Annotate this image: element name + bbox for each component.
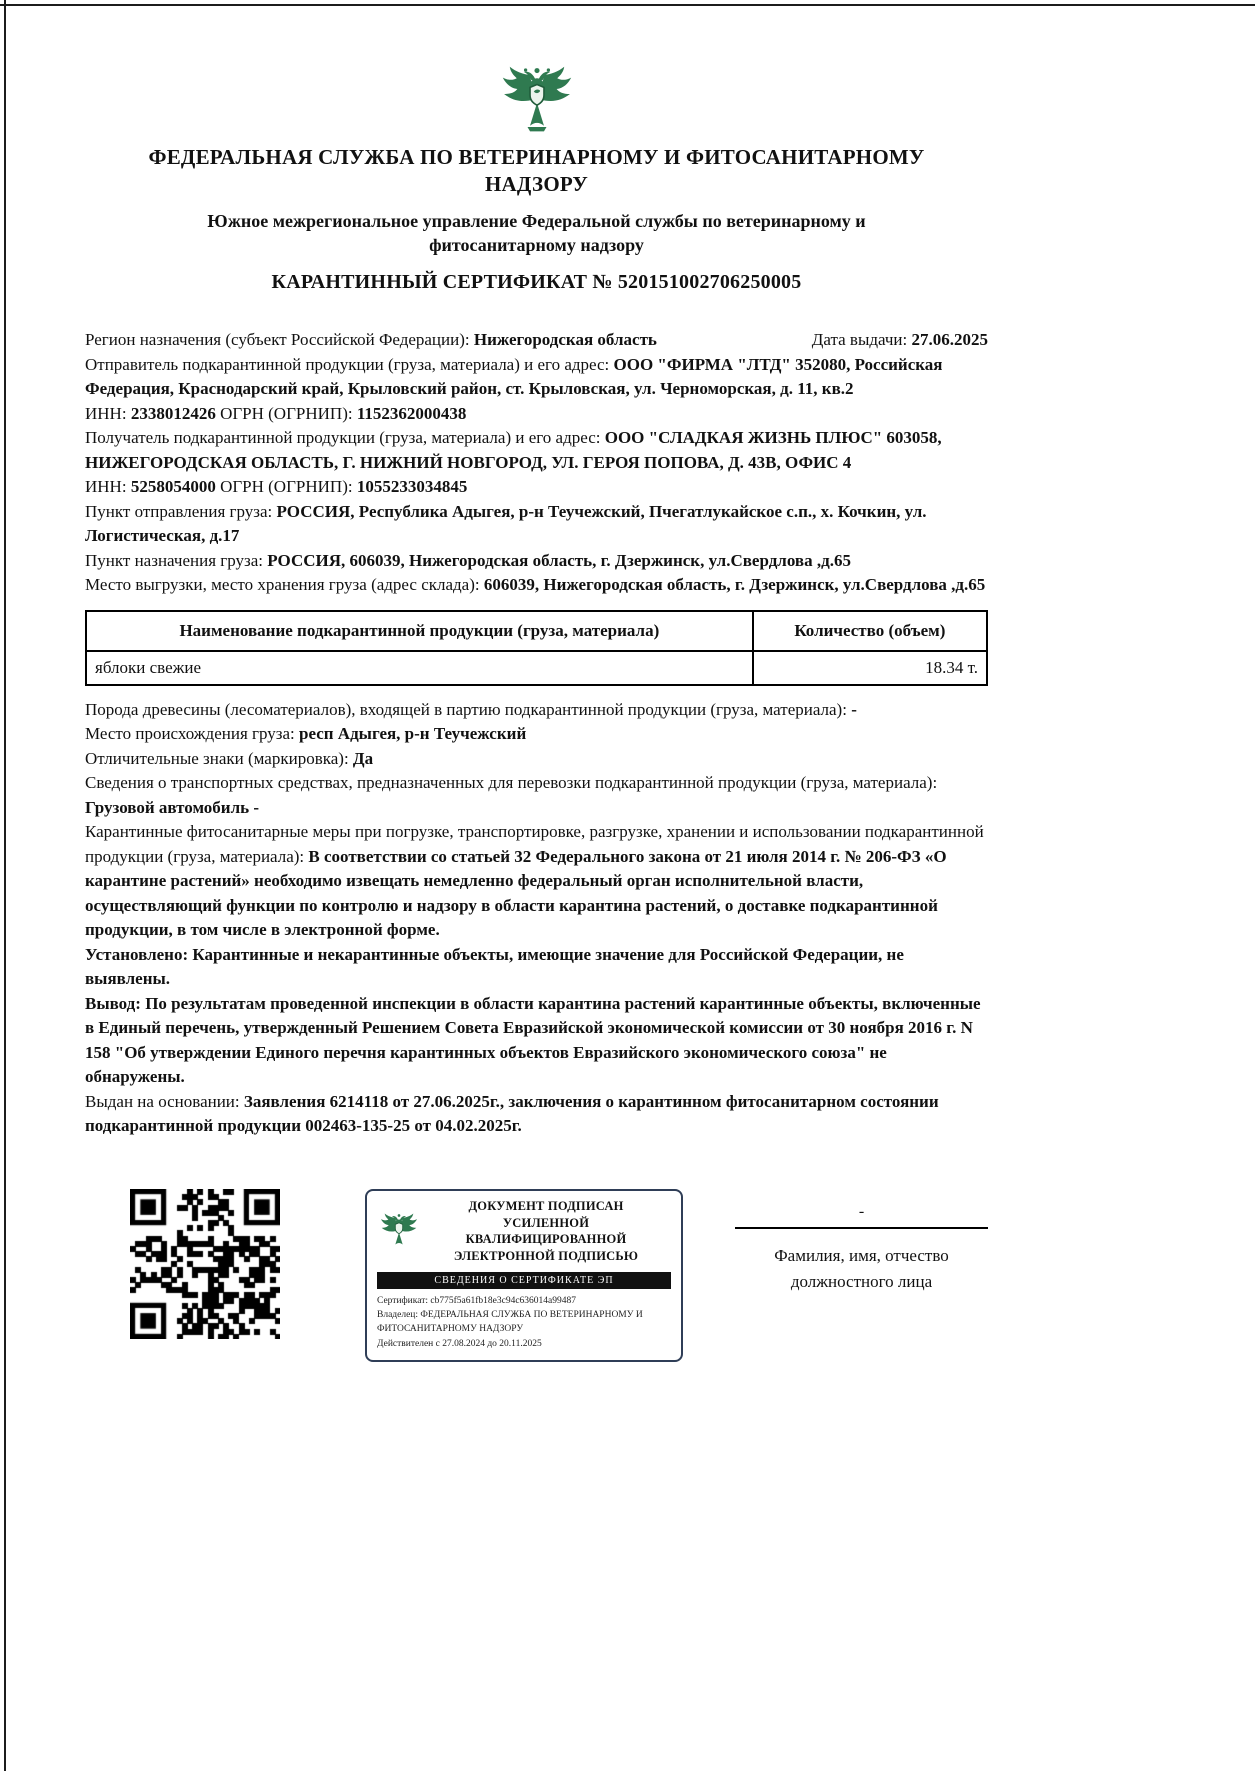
transport-field: Сведения о транспортных средствах, предназначенных для перевозки подкарантинной продукции (груза, материала): Грузовой автомобиль - <box>85 773 938 817</box>
conclusion-statement: Вывод: По результатам проведенной инспекции в области карантина растений карантинные объекты, включенные в Единый перечень, утвержденный Решением Совета Евразийской экономической комиссии от 30 ноября 2016 г. N 158 "Об утверждении Единого перечня карантинных объектов Евразийского экономического союза" не обнаружены. <box>85 993 981 1087</box>
issue-date-field: Дата выдачи: 27.06.2025 <box>811 330 988 350</box>
sender-field: Отправитель подкарантинной продукции (груза, материала) и его адрес: ООО "ФИРМА "ЛТД" 352080, Российская Федерация, Краснодарский край, Крыловский район, ст. Крыловская, ул. Черноморская, д. 11, кв.2 <box>85 354 943 399</box>
certificate-fields <box>85 328 988 598</box>
official-signature-area <box>735 1189 988 1296</box>
department-subtitle: Южное межрегиональное управление Федеральной службы по ветеринарному и фитосанитарному надзору <box>207 210 866 255</box>
stamp-header <box>377 1198 671 1266</box>
established-statement: Установлено: Карантинные и некарантинные объекты, имеющие значение для Российской Федерации, не выявлены. <box>85 944 904 989</box>
destination-point-field: Пункт назначения груза: РОССИЯ, 606039, Нижегородская область, г. Дзержинск, ул.Свердлова ,д.65 <box>85 550 851 570</box>
signature-line <box>735 1227 988 1229</box>
stamp-title <box>421 1198 671 1266</box>
marking-field: Отличительные знаки (маркировка): Да <box>85 748 374 768</box>
receiver-field: Получатель подкарантинной продукции (груза, материала) и его адрес: ООО "СЛАДКАЯ ЖИЗНЬ ПЛЮС" 603058, НИЖЕГОРОДСКАЯ ОБЛАСТЬ, Г. НИЖНИЙ НОВГОРОД, УЛ. ГЕРОЯ ПОПОВА, Д. 43В, ОФИС 4 <box>85 428 942 472</box>
product-table-header-row <box>86 611 987 651</box>
product-table <box>85 610 988 686</box>
document-content <box>85 0 988 1362</box>
stamp-owner: Владелец: ФЕДЕРАЛЬНАЯ СЛУЖБА ПО ВЕТЕРИНАРНОМУ И ФИТОСАНИТАРНОМУ НАДЗОРУ <box>377 1309 643 1334</box>
sender-inn-ogrn-field: ИНН: 2338012426 ОГРН (ОГРНИП): 1152362000438 <box>85 403 467 423</box>
qr-code-canvas <box>130 1189 280 1339</box>
signature-caption-line2: должностного лица <box>790 1272 933 1292</box>
quantity-cell: 18.34 т. <box>753 651 987 685</box>
receiver-inn-ogrn-field: ИНН: 5258054000 ОГРН (ОГРНИП): 1055233034845 <box>85 477 468 497</box>
stamp-title-line3: ЭЛЕКТРОННОЙ ПОДПИСЬЮ <box>453 1249 639 1264</box>
phytosanitary-measures-field: Карантинные фитосанитарные меры при погрузке, транспортировке, разгрузке, хранении и использовании подкарантинной продукции (груза, материала): В соответствии со статьей 32 Федерального закона от 21 июля 2014 г. № 206-ФЗ «О карантине растений» необходимо извещать немедленно федеральный орган исполнительной власти, осуществляющий функции по контролю и надзору в области карантина растений, о доставке подкарантинной продукции, в том числе в электронной форме. <box>85 822 984 940</box>
document-header <box>85 0 988 294</box>
rosselkhoznadzor-emblem-icon <box>85 66 988 136</box>
region-field: Регион назначения (субъект Российской Федерации): Нижегородская область <box>85 330 657 350</box>
departure-point-field: Пункт отправления груза: РОССИЯ, Республика Адыгея, р-н Теучежский, Пчегатлукайское с.п., х. Кочкин, ул. Логистическая, д.17 <box>85 501 927 546</box>
region-and-date-row <box>85 328 988 353</box>
wood-species-field: Порода древесины (лесоматериалов), входящей в партию подкарантинной продукции (груза, материала): - <box>85 699 857 719</box>
signature-section <box>85 1189 988 1363</box>
stamp-cert-info-bar: СВЕДЕНИЯ О СЕРТИФИКАТЕ ЭП <box>377 1272 671 1289</box>
product-table-row <box>86 651 987 685</box>
unloading-place-field: Место выгрузки, место хранения груза (адрес склада): 606039, Нижегородская область, г. Дзержинск, ул.Свердлова ,д.65 <box>85 575 986 595</box>
digital-signature-stamp <box>365 1189 683 1363</box>
qr-code <box>130 1189 280 1339</box>
stamp-title-line1: ДОКУМЕНТ ПОДПИСАН <box>468 1198 624 1213</box>
quantity-header: Количество (объем) <box>753 611 987 651</box>
origin-place-field: Место происхождения груза: респ Адыгея, р-н Теучежский <box>85 724 527 744</box>
stamp-certificate-number: Сертификат: cb775f5a61fb18e3c94c636014a99487 <box>377 1296 577 1307</box>
stamp-emblem-icon <box>377 1213 421 1250</box>
certificate-fields-continued <box>85 698 988 1139</box>
signature-caption-line1: Фамилия, имя, отчество <box>774 1245 949 1265</box>
product-name-cell: яблоки свежие <box>86 651 753 685</box>
issuance-basis-field: Выдан на основании: Заявления 6214118 от 27.06.2025г., заключения о карантинном фитосанитарном состоянии подкарантинной продукции 002463-135-25 от 04.02.2025г. <box>85 1091 939 1136</box>
product-name-header: Наименование подкарантинной продукции (груза, материала) <box>86 611 753 651</box>
stamp-title-line2: УСИЛЕННОЙ КВАЛИФИЦИРОВАННОЙ <box>465 1215 627 1247</box>
scan-edge-left <box>4 0 6 1771</box>
certificate-title: КАРАНТИННЫЙ СЕРТИФИКАТ № 520151002706250005 <box>271 271 802 294</box>
agency-title: ФЕДЕРАЛЬНАЯ СЛУЖБА ПО ВЕТЕРИНАРНОМУ И ФИТОСАНИТАРНОМУ НАДЗОРУ <box>148 145 925 197</box>
stamp-validity: Действителен с 27.08.2024 до 20.11.2025 <box>377 1339 542 1350</box>
signature-placeholder: - <box>858 1202 865 1220</box>
